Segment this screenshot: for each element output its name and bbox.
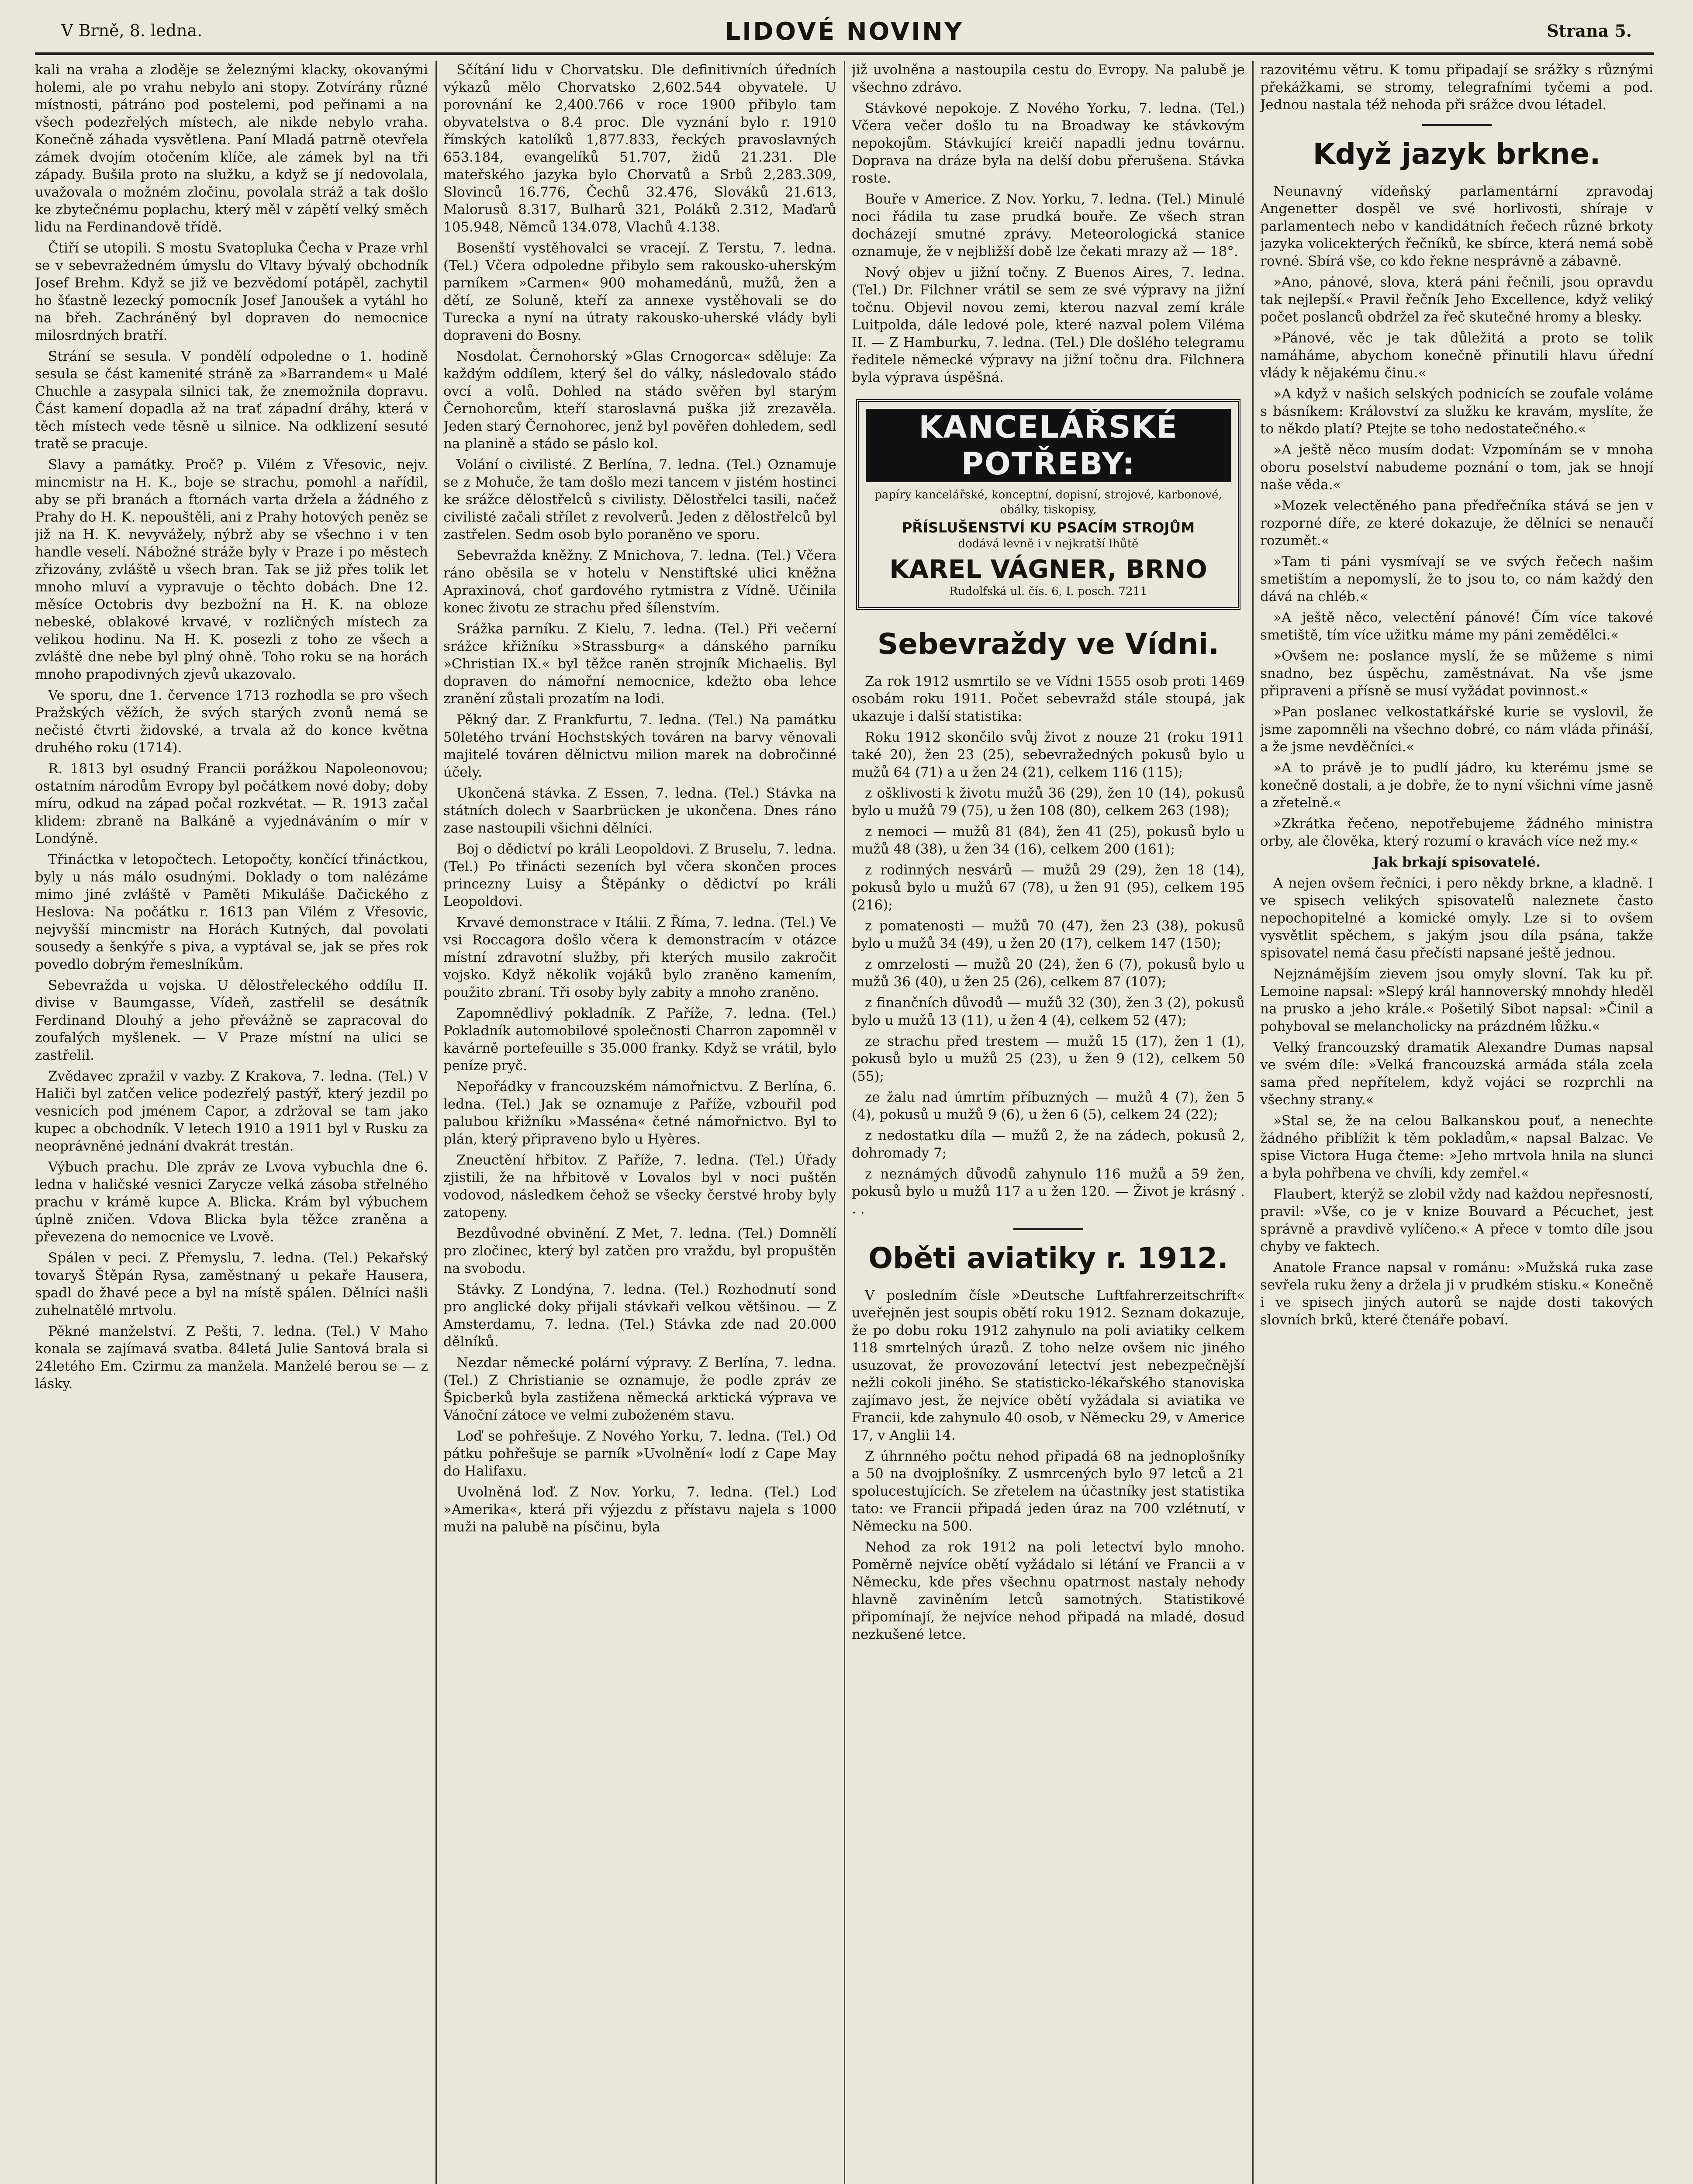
article-text: Strání se sesula. V pondělí odpoledne o 1. hodině sesula se část kamenité stráně za »Barrandem« u Malé Chuchle a zasypala silnici tak, že znemožnila dopravu. Část kamení dopadla až na trať západní dráhy, která v těch místech vede těsně u silnice. Na odklizení sesuté tratě se pracuje. bbox=[35, 349, 428, 452]
column-1 bbox=[35, 61, 428, 2184]
column-3 bbox=[852, 61, 1245, 2184]
article-text: Neunavný vídeňský parlamentární zpravodaj Angenetter dospěl ve své horlivosti, shíraje v parlamentech nebo v kandidátních řečech různé brkoty jazyka volicekterých řečníků, ke sbírce, která nemá sobě rovné. Sbírá vše, co kdo řekne nesprávně a zábavně. bbox=[1260, 183, 1653, 269]
article-text: Loď se pohřešuje. Z Nového Yorku, 7. ledna. (Tel.) Od pátku pohřešuje se parník »Uvolnění« lodí z Cape May do Halifaxu. bbox=[443, 1428, 836, 1479]
article-text: Anatole France napsal v románu: »Mužská ruka zase sevřela ruku ženy a držela ji v prudkém stisku.« Konečně i ve spisech jiných autorů se najde dosti takových slovních brků, které čtenáře pobaví. bbox=[1260, 1260, 1653, 1328]
article-text: Slavy a památky. Proč? p. Vilém z Vřesovic, nejv. mincmistr na H. K., boje se strachu, pomohl a nařídil, aby se při branách a ftornách varta držela a žádného z Prahy do H. K. nepouštěli, ani z Prahy hotových peněz se již na H. K. nevyvážely, nýbrž aby se všechno i v ten handle veselí. Nábožné stráže byly v Praze i po městech zřizovány, zvláště u všech bran. Tak se již přes tolik let mnoho mluví a vypravuje o těchto dobách. Dne 12. měsíce Octobris dvy bezbožní na H. K. na obloze nebeské, oblakové krvavé, v rozličných místech za velikou hodinu. Na H. K. posezli z toho ze všech a zvláště dne nebe byl plný ohně. Toho roku se na horách mnoho prapodivných zjevů ukazovalo. bbox=[35, 457, 428, 682]
ad-highlight: PŘÍSLUŠENSTVÍ KU PSACÍM STROJŮM bbox=[902, 519, 1195, 536]
article-text: Sčítání lidu v Chorvatsku. Dle definitivních úředních výkazů mělo Chorvatsko 2,602.544 obyvatele. U porovnání ke 2,400.766 v roce 1900 přibylo tam obyvatelstva o 8.4 proc. Dle vyznání bylo r. 1910 římských katolíků 1,877.833, řeckých pravoslavných 653.184, evangelíků 51.707, židů 21.231. Dle mateřského jazyka bylo Chorvatů a Srbů 2,283.309, Slovinců 16.776, Čechů 32.476, Slováků 21.613, Malorusů 8.317, Bulharů 321, Poláků 2.312, Maďarů 105.948, Němců 134.078, Vlachů 4.138. bbox=[443, 62, 836, 235]
article-text: z nemoci — mužů 81 (84), žen 41 (25), pokusů bylo u mužů 48 (38), u žen 34 (16), celkem 200 (161); bbox=[852, 824, 1245, 857]
column-2 bbox=[443, 61, 836, 2184]
article-text: Volání o civilisté. Z Berlína, 7. ledna. (Tel.) Oznamuje se z Mohuče, že tam došlo mezi tancem v jistém hostinci ke srážce dělostřelců s civilisty. Dělostřelci tasili, načež civilisté začali střílet z revolverů. Jeden z dělostřelců byl zastřelen. Sedm osob bylo poraněno ve sporu. bbox=[443, 457, 836, 543]
ad-address: Rudolfská ul. čís. 6, I. posch. 7211 bbox=[949, 585, 1147, 598]
article-text: Zneuctění hřbitov. Z Paříže, 7. ledna. (Tel.) Úřady zjistili, že na hřbitově v Lovalos byl v noci puštěn vodovod, následkem čehož se všecky čerstvé hroby byly zatopeny. bbox=[443, 1152, 836, 1220]
article-text: Nezdar německé polární výpravy. Z Berlína, 7. ledna. (Tel.) Z Christianie se oznamuje, že podle zpráv ze Špicberků byla zastižena německá arktická výprava ve Vánoční zátoce ve velmi zuboženém stavu. bbox=[443, 1355, 836, 1423]
article-text: Spálen v peci. Z Přemyslu, 7. ledna. (Tel.) Pekařský tovaryš Štěpán Rysa, zaměstnaný u pekaře Hausera, spadl do žhavé pece a byl na místě spálen. Dělníci našli zuhelnatělé mrtvolu. bbox=[35, 1250, 428, 1318]
article-text: Výbuch prachu. Dle zpráv ze Lvova vybuchla dne 6. ledna v haličské vesnici Zarycze velká zásoba střelného prachu v krámě kupce A. Blicka. Krám byl výbuchem úplně zničen. Vdova Blicka byla těžce zraněna a převezena do nemocnice ve Lvově. bbox=[35, 1159, 428, 1245]
article-text: Nový objev u jižní točny. Z Buenos Aires, 7. ledna. (Tel.) Dr. Filchner vrátil se sem ze své výpravy na jižní točnu. Objevil novou zemi, kterou nazval zemí krále Luitpolda, dále ledové pole, které nazval polem Viléma II. — Z Hamburku, 7. ledna. (Tel.) Dle došlého telegramu ředitele německé výpravy na jižní točnu dra. Filchnera byla výprava úspěšná. bbox=[852, 265, 1245, 385]
article-text: »A ještě něco, velectění pánové! Čím více takové smetiště, tím více užitku máme my páni zemědělci.« bbox=[1260, 610, 1653, 643]
article-text: Sebevražda kněžny. Z Mnichova, 7. ledna. (Tel.) Včera ráno oběsila se v hotelu v Nenstiftské ulici kněžna Apraxinová, choť gardového rytmistra z Vídně. Učinila konec životu ze strachu před šílenstvím. bbox=[443, 548, 836, 616]
article-text: »A to právě je to pudlí jádro, ku kterému jsme se konečně dostali, a je dobře, že to nyní všichni víme jasně a zřetelně.« bbox=[1260, 760, 1653, 811]
article-text: »Tam ti páni vysmívají se ve svých řečech našim smetištím a nepomyslí, že to jsou to, co nám každý den dává na chléb.« bbox=[1260, 554, 1653, 605]
ad-title: KANCELÁŘSKÉ POTŘEBY: bbox=[866, 409, 1231, 482]
article-text: Srážka parníku. Z Kielu, 7. ledna. (Tel.) Při večerní srážce křižníku »Strassburg« a dánského parníku »Christian IX.« byl těžce raněn strojník Michaelis. Byl dopraven do námořní nemocnice, kdežto oba lehce zranění zůstali prozatím na lodi. bbox=[443, 621, 836, 707]
masthead-title: LIDOVÉ NOVINY bbox=[725, 17, 964, 46]
article-text: Nosdolat. Černohorský »Glas Crnogorca« sděluje: Za každým oddílem, který šel do války, následovalo stádo ovcí a volů. Dohled na stádo svěřen byl starým Černohorcům, kteří staroslavná puška již zrezavěla. Jeden starý Černohorec, jenž byl pověřen dohledem, sedl na planině a stádo se páslo kol. bbox=[443, 349, 836, 452]
advertisement-box bbox=[856, 399, 1240, 610]
article-text: Sebevražda u vojska. U dělostřeleckého oddílu II. divise v Baumgasse, Vídeň, zastřelil se desátník Ferdinand Dlouhý a jeho převážně se zapracoval do zoufalých myšlenek. — V Praze místní na ulici se zastřelil. bbox=[35, 978, 428, 1063]
section-divider bbox=[1013, 1228, 1083, 1230]
headline-obeti-aviatiky: Oběti aviatiky r. 1912. bbox=[868, 1241, 1228, 1275]
article-text: Jak brkají spisovatelé. bbox=[1373, 854, 1541, 870]
article-text: Zapomnědlivý pokladník. Z Paříže, 7. ledna. (Tel.) Pokladník automobilové společnosti Charron zapomněl v kavárně portefeuille s 35.000 franky. Když se vrátil, bylo peníze pryč. bbox=[443, 1006, 836, 1074]
article-columns bbox=[35, 61, 1654, 2184]
article-text: Stávkové nepokoje. Z Nového Yorku, 7. ledna. (Tel.) Včera večer došlo tu na Broadway ke stávkovým nepokojům. Stávkující kreičí napadli jednu továrnu. Doprava na dráze byla na delší dobu přerušena. Stávka roste. bbox=[852, 100, 1245, 186]
article-text: Nejznámějším zievem jsou omyly slovní. Tak ku př. Lemoine napsal: »Slepý král hannoverský mnohdy hleděl na prusko a jeho krále.« Pošetilý Sibot napsal: »Činil a pohyboval se melancholicky na prázdném lůžku.« bbox=[1260, 966, 1653, 1034]
article-text: »Pan poslanec velkostatkářské kurie se vyslovil, že jsme zapomněli na všechno dobré, co nám vláda přináší, a že jsme nevděčníci.« bbox=[1260, 704, 1653, 755]
article-text: ze strachu před trestem — mužů 15 (17), žen 1 (1), pokusů bylo u mužů 25 (23), u žen 9 (12), celkem 50 (55); bbox=[852, 1033, 1245, 1084]
article-text: Uvolněná loď. Z Nov. Yorku, 7. ledna. (Tel.) Loď »Amerika«, která při výjezdu z přístavu najela s 1000 muži na palubě na písčinu, byla bbox=[443, 1484, 836, 1535]
column-rule bbox=[844, 61, 845, 2184]
article-text: kali na vraha a zloděje se železnými klacky, okovanými holemi, ale po vrahu nebylo ani stopy. Zotvírány různé místnosti, pátráno pod postelemi, pod peřinami a na všech podezřelých místech, ale nikde nebylo vraha. Konečně záhada vysvětlena. Paní Mladá patrně otevřela zámek dvojím otočením klíče, ale zámek byl na tři západy. Bušila proto na služku, a když se jí nedovolala, uvažovala o možném zločinu, povolala stráž a tak došlo ke zbytečnému poplachu, který měl v zápětí velký směch lidu na Ferdinandově třídě. bbox=[35, 62, 428, 235]
article-text: z pomatenosti — mužů 70 (47), žen 23 (38), pokusů bylo u mužů 34 (49), u žen 20 (17), celkem 147 (150); bbox=[852, 918, 1245, 951]
article-text: ze žalu nad úmrtím příbuzných — mužů 4 (7), žen 5 (4), pokusů u mužů 9 (6), u žen 6 (5), celkem 24 (22); bbox=[852, 1089, 1245, 1123]
article-text: »Mozek velectěného pana předřečníka stává se jen v rozporné díře, ze které dokazuje, že dělníci se nenaučí rozumět.« bbox=[1260, 498, 1653, 549]
article-text: Ve sporu, dne 1. července 1713 rozhodla se pro všech Pražských věžích, že svých starých zvonů nemá se nečisté čtvrti židovské, a trvala až do konce května druhého roku (1714). bbox=[35, 688, 428, 756]
column-rule bbox=[1252, 61, 1254, 2184]
article-text: »Zkrátka řečeno, nepotřebujeme žádného ministra orby, ale člověka, který rozumí o kravách více než my.« bbox=[1260, 816, 1653, 849]
article-text: z nedostatku díla — mužů 2, že na zádech, pokusů 2, dohromady 7; bbox=[852, 1128, 1245, 1161]
article-text: Čtiří se utopili. S mostu Svatopluka Čecha v Praze vrhl se v sebevražedném úmyslu do Vltavy bývalý obchodník Josef Brehm. Když se již ve bezvědomí potápěl, zachytil ho šťastně lezecký pomocník Josef Janoušek a vytáhl ho na břeh. Zachráněný byl dopraven do nemocnice milosrdných bratří. bbox=[35, 240, 428, 343]
page-number: Strana 5. bbox=[1547, 21, 1632, 41]
article-text: Stávky. Z Londýna, 7. ledna. (Tel.) Rozhodnutí sond pro anglické doky přijali stávkaři velkou většinou. — Z Amsterdamu, 7. ledna. (Tel.) Stávka zde nad 20.000 dělníků. bbox=[443, 1282, 836, 1350]
date-line: V Brně, 8. ledna. bbox=[61, 21, 203, 40]
article-text: »Pánové, věc je tak důležitá a proto se tolik namáháme, abychom konečně přinutili hlavu úřední vlády k nějakému činu.« bbox=[1260, 330, 1653, 381]
ad-subline: dodává levně i v nejkratší lhůtě bbox=[958, 537, 1139, 550]
article-text: Zvědavec zpražil v vazby. Z Krakova, 7. ledna. (Tel.) V Haliči byl zatčen velice podezřelý pastýř, který jezdil po vesnicích pod jménem Capor, a zdržoval se tam jako kupec a obchodník. V letech 1910 a 1911 byl v Rusku za neoprávněné jednání dvakrát trestán. bbox=[35, 1068, 428, 1154]
article-text: z neznámých důvodů zahynulo 116 mužů a 59 žen, pokusů bylo u mužů 117 a u žen 120. — Život je krásný . . . bbox=[852, 1166, 1245, 1217]
article-text: »Ano, pánové, slova, která páni řečnili, jsou opravdu tak nejlepší.« Pravil řečník Jeho Excellence, když veliký počet poslanců obdržel za řeč skutečné hromy a blesky. bbox=[1260, 274, 1653, 325]
article-text: Pěkné manželství. Z Pešti, 7. ledna. (Tel.) V Maho konala se zajímavá svatba. 84letá Julie Santová brala si 24letého Em. Czirmu za manžela. Manželé berou se — z lásky. bbox=[35, 1324, 428, 1392]
ad-company-name: KAREL VÁGNER, BRNO bbox=[889, 554, 1207, 584]
article-text: V posledním čísle »Deutsche Luftfahrerzeitschrift« uveřejněn jest soupis obětí roku 1912. Seznam dokazuje, že po dobu roku 1912 zahynulo na poli aviatiky celkem 118 smrtelných úrazů. Z toho nelze ovšem nic jiného usuzovat, že provozování letectví jest nebezpečnější nežli cokoli jiného. Se statisticko-lékařského stanoviska zajímavo jest, že nejvíce obětí vyžádala si aviatika ve Francii, kde zahynulo 40 osob, v Německu 29, v Americe 17, v Anglii 14. bbox=[852, 1288, 1245, 1443]
article-text: z omrzelosti — mužů 20 (24), žen 6 (7), pokusů bylo u mužů 36 (40), u žen 25 (26), celkem 87 (107); bbox=[852, 957, 1245, 990]
article-text: Bosenští vystěhovalci se vracejí. Z Terstu, 7. ledna. (Tel.) Včera odpoledne přibylo sem rakousko-uherským parníkem »Carmen« 900 mohamedánů, mužů, žen a dětí, ze Soluně, kteří za annexe vystěhovali se do Turecka a nyní na útraty rakousko-uherské vlády byli dopraveni do Bosny. bbox=[443, 240, 836, 343]
article-text: Velký francouzský dramatik Alexandre Dumas napsal ve svém díle: »Velká francouzská armáda stála zcela sama před nepřítelem, když vojáci se rozprchli na všechny strany.« bbox=[1260, 1040, 1653, 1108]
article-text: Bezdůvodné obvinění. Z Met, 7. ledna. (Tel.) Domnělí pro zločinec, který byl zatčen pro vraždu, byl propuštěn na svobodu. bbox=[443, 1226, 836, 1276]
article-text: Boj o dědictví po králi Leopoldovi. Z Bruselu, 7. ledna. (Tel.) Po třinácti sezeních byl včera skončen proces princezny Luisy a Štěpánky o dědictví po králi Leopoldovi. bbox=[443, 841, 836, 909]
article-text: »Stal se, že na celou Balkanskou pouť, a nenechte žádného přiblížit k těm pokladům,« napsal Balzac. Ve spise Victora Huga čteme: »Jeho mrtvola hnila na slunci a byla pohřbena ve chvíli, kdy zemřel.« bbox=[1260, 1113, 1653, 1181]
article-text: »A když v našich selských podnicích se zoufale voláme s básníkem: Království za služku ke kravám, myslíte, že to někdo platí? Ptejte se toho nedostatečného.« bbox=[1260, 386, 1653, 437]
ad-body: papíry kancelářské, konceptní, dopisní, strojové, karbonové, obálky, tiskopisy, bbox=[874, 488, 1222, 516]
article-text: již uvolněna a nastoupila cestu do Evropy. Na palubě je všechno zdrávo. bbox=[852, 62, 1245, 95]
article-text: z finančních důvodů — mužů 32 (30), žen 3 (2), pokusů bylo u mužů 13 (11), u žen 4 (4), celkem 52 (47); bbox=[852, 995, 1245, 1028]
article-text: »A ještě něco musím dodat: Vzpomínám se v mnoha oboru poselství nabudeme poznání o tom, jak se hnojí naše věda.« bbox=[1260, 442, 1653, 493]
article-text: Bouře v Americe. Z Nov. Yorku, 7. ledna. (Tel.) Minulé noci řádila tu zase prudká bouře. Ze všech stran docházejí smutné zprávy. Meteorologická stanice oznamuje, že v nejbližší době lze čekati mrazy až — 18°. bbox=[852, 191, 1245, 259]
article-text: Ukončená stávka. Z Essen, 7. ledna. (Tel.) Stávka na státních dolech v Saarbrücken je ukončena. Dnes ráno zase nastoupili všichni dělníci. bbox=[443, 785, 836, 836]
article-text: razovitému větru. K tomu připadají se srážky s různými překážkami, se stromy, telegrafními tyčemi a pod. Jednou nastala též nehoda při srážce dvou létadel. bbox=[1260, 62, 1653, 113]
article-text: z rodinných nesvárů — mužů 29 (29), žen 18 (14), pokusů bylo u mužů 67 (78), u žen 91 (95), celkem 195 (216); bbox=[852, 862, 1245, 913]
article-text: z ošklivosti k životu mužů 36 (29), žen 10 (14), pokusů bylo u mužů 79 (75), u žen 108 (80), celkem 263 (198); bbox=[852, 785, 1245, 819]
column-rule bbox=[435, 61, 437, 2184]
article-text: Z úhrnného počtu nehod připadá 68 na jednoplošníky a 50 na dvojplošníky. Z usmrcených bylo 97 letců a 21 spolucestujících. Se zřetelem na účastníky jest statistika tato: ve Francii připadá jeden úraz na 700 vzlétnutí, v Německu na 500. bbox=[852, 1448, 1245, 1534]
article-text: Nehod za rok 1912 na poli letectví bylo mnoho. Poměrně nejvíce obětí vyžádalo si létání ve Francii a v Německu, kde přes všechnu opatrnost nastaly nehody hlavně zaviněním letců samotných. Statistikové připomínají, že nejvíce nehod připadá na mladé, dosud nezkušené letce. bbox=[852, 1539, 1245, 1642]
article-text: Krvavé demonstrace v Itálii. Z Říma, 7. ledna. (Tel.) Ve vsi Roccagora došlo včera k demonstracím v otázce místní zdravotní služby, při kterých musilo zakročit vojsko. Když několik vojáků bylo zraněno kamením, použito zbraní. Tři osoby byly zabity a mnoho zraněno. bbox=[443, 915, 836, 1000]
article-text: Pěkný dar. Z Frankfurtu, 7. ledna. (Tel.) Na památku 50letého trvání Hochstských továren na barvy věnovali majitelé továren dělnictvu milion marek na dobročinné účely. bbox=[443, 712, 836, 780]
article-text: Třináctka v letopočtech. Letopočty, končící třináctkou, byly u nás málo osudnými. Doklady o tom nalézáme mimo jiné zvláště v Paměti Mikuláše Dačického z Heslova: Na počátku r. 1613 pan Vilém z Vřesovic, nejvyšší mincmistr na Horách Kutných, dal povolati sousedy a šenkýře s piva, a vyptával se, jak se přes rok povedlo dobrým řemeslníkům. bbox=[35, 852, 428, 972]
article-text: Za rok 1912 usmrtilo se ve Vídni 1555 osob proti 1469 osobám roku 1911. Počet sebevražd stále stoupá, jak ukazuje i další statistika: bbox=[852, 674, 1245, 724]
article-text: R. 1813 byl osudný Francii porážkou Napoleonovou; ostatním národům Evropy byl počátkem nové doby; doby míru, odkud na západ počal rozkvétat. — R. 1913 začal klidem: zbraně na Balkáně a vyjednáváním o mír v Londýně. bbox=[35, 761, 428, 847]
article-text: Flaubert, kterýž se zlobil vždy nad každou nepřesností, pravil: »Vše, co je v knize Bouvard a Pécuchet, jest správně a pravdivě vylíčeno.« A přece v tomto díle jsou chyby ve faktech. bbox=[1260, 1186, 1653, 1254]
article-text: Roku 1912 skončilo svůj život z nouze 21 (roku 1911 také 20), žen 23 (25), sebevražedných pokusů bylo u mužů 64 (71) a u žen 24 (21), celkem 116 (115); bbox=[852, 729, 1245, 780]
article-text: »Ovšem ne: poslance myslí, že se můžeme s nimi snadno, bez úspěchu, zaměstnávat. Na vše jsme připraveni a přísně se musí vyžádat povinnost.« bbox=[1260, 648, 1653, 699]
column-4 bbox=[1260, 61, 1653, 2184]
article-text: A nejen ovšem řečníci, i pero někdy brkne, a kladně. I ve spisech velikých spisovatelů naleznete často nepochopitelné a komické omyly. Lze si to ovšem vysvětlit spěchem, s jakým jsou díla psána, takže spisovatel nemá času přečísti napsané ještě jednou. bbox=[1260, 875, 1653, 961]
headline-sebevrazdy: Sebevraždy ve Vídni. bbox=[877, 627, 1220, 661]
page-header bbox=[35, 17, 1654, 55]
section-divider bbox=[1422, 124, 1492, 126]
headline-kdyz-jazyk-brkne: Když jazyk brkne. bbox=[1313, 137, 1601, 171]
article-text: Nepořádky v francouzském námořnictvu. Z Berlína, 6. ledna. (Tel.) Jak se oznamuje z Paříže, vzbouřil pod palubou křižníku »Masséna« četné námořnictvo. Byl to plán, který připraveno bylo u Hyères. bbox=[443, 1079, 836, 1147]
